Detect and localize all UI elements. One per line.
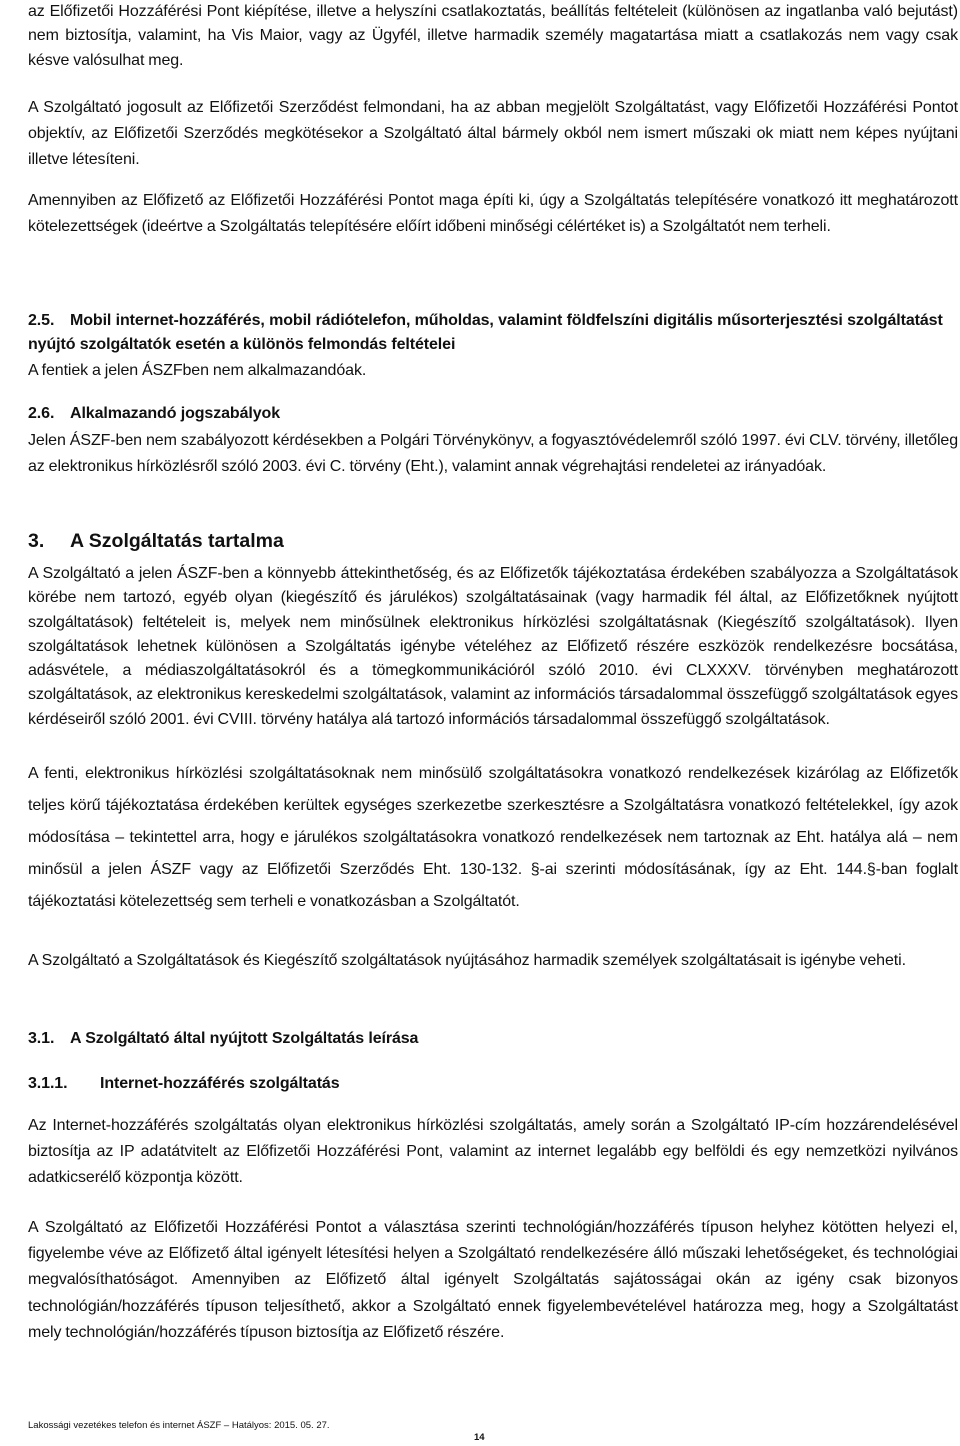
heading-number: 2.5. — [28, 312, 55, 329]
paragraph-non-electronic-services: A fenti, elektronikus hírközlési szolgáltatásoknak nem minősülő szolgáltatásokra vonatkozó rendelkezések kizárólag az Előfizetők teljes körű tájékoztatása érdekében kerültek egységes szerkezetbe szerkesztésre a Szolgáltatásra vonatkozó feltételekkel, így azok módosítása – tekintettel arra, hogy e járulékos szolgáltatásokra vonatkozó rendelkezések nem tartoznak az Eht. hatálya alá – nem minősül a jelen ÁSZF vagy az Előfizetői Szerződés Eht. 130-132. §-ai szerinti módosításának, így az Eht. 144.§-ban foglalt tájékoztatási kötelezettség sem terheli e vonatkozásban a Szolgáltatót. — [28, 765, 958, 910]
heading-text: A Szolgáltatás tartalma — [70, 530, 284, 552]
footer-page-number: 14 — [474, 1432, 485, 1443]
paragraph-connection-conditions: az Előfizetői Hozzáférési Pont kiépítése, illetve a helyszíni csatlakoztatás, beállítás feltételeit (különösen az ingatlanba való bejutást) nem biztosítja, valamint, ha Vis Maior, vagy az Ügyfél, illetve harmadik személy magatartása miatt a csatlakozás nem vagy csak késve valósulhat meg. — [28, 3, 958, 69]
paragraph-service-content: A Szolgáltató a jelen ÁSZF-ben a könnyebb áttekinthetőség, és az Előfizetők tájékoztatása érdekében szabályozza a Szolgáltatások körébe nem tartozó, egyéb olyan (kiegészítő és járulékos) szolgáltatásainak (vagy harmadik fél által, az Előfizetőknek nyújtott szolgáltatások) feltételeit is, melyek nem minősülnek elektronikus hírközlési szolgáltatásnak (Kiegészítő szolgáltatások). Ilyen szolgáltatások lehetnek különösen a Szolgáltatás igénybe vételéhez az Előfizető részére eszközök rendelkezésre bocsátása, adásvétele, a médiaszolgáltatásokról és a tömegkommunikációról szóló 2010. évi CLXXXV. törvényben meghatározott szolgáltatások, az elektronikus kereskedelmi szolgáltatások, valamint az információs társadalommal összefüggő szolgáltatások egyes kérdéseiről szóló 2001. évi CVIII. törvény hatálya alá tartozó információs társadalommal összefüggő szolgáltatások. — [28, 565, 958, 728]
heading-number: 3.1. — [28, 1030, 55, 1047]
heading-2-6 — [28, 402, 280, 426]
heading-text: Mobil internet-hozzáférés, mobil rádiótelefon, műholdas, valamint földfelszíni digitális műsorterjesztési szolgáltatást nyújtó szolgáltatók esetén a különös felmondás feltételei — [28, 312, 943, 353]
heading-3-1 — [28, 1027, 418, 1051]
heading-text: Internet-hozzáférés szolgáltatás — [100, 1075, 340, 1092]
paragraph-termination-right: A Szolgáltató jogosult az Előfizetői Szerződést felmondani, ha az abban megjelölt Szolgáltatást, vagy Előfizetői Hozzáférési Pontot objektív, az Előfizetői Szerződés megkötésekor a Szolgáltató által bármely okból nem ismert műszaki ok miatt nem képes nyújtani illetve létesíteni. — [28, 99, 958, 169]
paragraph-internet-access-definition: Az Internet-hozzáférés szolgáltatás olyan elektronikus hírközlési szolgáltatás, amely során a Szolgáltató IP-cím hozzárendelésével biztosítja az IP adatátvitelt az Előfizetői Hozzáférési Pont, valamint az internet legalább egy belföldi és egy nemzetközi nyilvános adatkicserélő központja között. — [28, 1117, 958, 1187]
heading-number: 3. — [28, 530, 45, 552]
heading-number: 3.1.1. — [28, 1075, 68, 1092]
paragraph-not-applicable: A fentiek a jelen ÁSZFben nem alkalmazandóak. — [28, 362, 367, 379]
paragraph-third-party-services: A Szolgáltató a Szolgáltatások és Kiegészítő szolgáltatások nyújtásához harmadik személyek szolgáltatásait is igénybe veheti. — [28, 952, 906, 969]
heading-3 — [28, 530, 284, 553]
paragraph-access-point-placement: A Szolgáltató az Előfizetői Hozzáférési Pontot a választása szerinti technológián/hozzáférés típuson helyhez kötötten helyezi el, figyelembe véve az Előfizető által igényelt létesítési helyen a Szolgáltató rendelkezésére álló műszaki lehetőségeket, és technológiai megvalósíthatóságot. Amennyiben az Előfizető által igényelt Szolgáltatás sajátosságai okán az igény csak bizonyos technológián/hozzáférés típuson teljesíthető, akkor a Szolgáltató ennek figyelembevételével határozza meg, hogy a Szolgáltatást mely technológián/hozzáférés típuson biztosítja az Előfizető részére. — [28, 1219, 958, 1341]
document-page — [28, 0, 960, 1446]
heading-text: Alkalmazandó jogszabályok — [70, 405, 281, 422]
paragraph-applicable-laws: Jelen ÁSZF-ben nem szabályozott kérdésekben a Polgári Törvénykönyv, a fogyasztóvédelemről szóló 1997. évi CLV. törvény, illetőleg az elektronikus hírközlésről szóló 2003. évi C. törvény (Eht.), valamint annak végrehajtási rendeletei az irányadóak. — [28, 432, 958, 476]
heading-text: A Szolgáltató által nyújtott Szolgáltatás leírása — [70, 1030, 419, 1047]
heading-2-5 — [28, 309, 958, 357]
heading-number: 2.6. — [28, 405, 55, 422]
heading-3-1-1 — [28, 1072, 340, 1096]
paragraph-self-built-access-point: Amennyiben az Előfizető az Előfizetői Hozzáférési Pontot maga építi ki, úgy a Szolgáltatás telepítésére vonatkozó itt meghatározott kötelezettségek (ideértve a Szolgáltatás telepítésére előírt időbeni minőségi célértéket is) a Szolgáltatót nem terheli. — [28, 192, 958, 236]
footer-document-title: Lakossági vezetékes telefon és internet ÁSZF – Hatályos: 2015. 05. 27. — [28, 1420, 330, 1431]
